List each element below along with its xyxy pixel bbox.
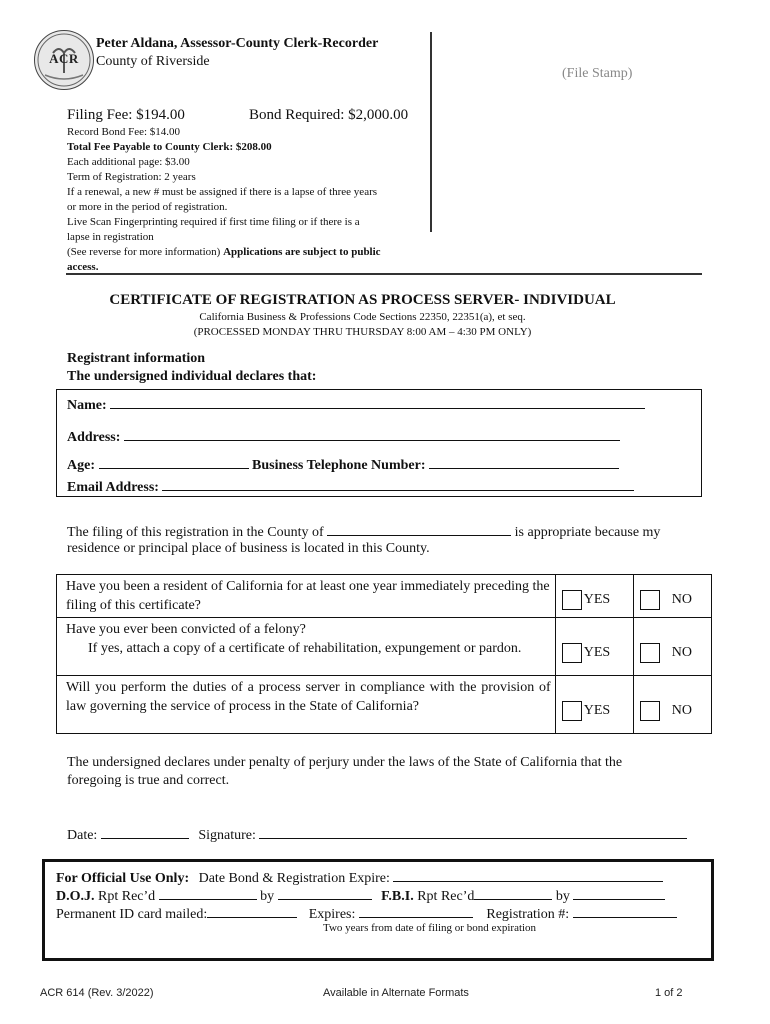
no-cell [633, 575, 711, 618]
see-reverse-text: (See reverse for more information) [67, 246, 224, 258]
expiration-note: Two years from date of filing or bond expiration [323, 922, 537, 934]
declaration-line2: foregoing is true and correct. [67, 773, 230, 788]
no-label: NO [671, 703, 693, 718]
bond-required: Bond Required: $2,000.00 [249, 107, 409, 123]
county-name: County of Riverside [96, 54, 210, 69]
registration-no-label: Registration #: [486, 907, 570, 922]
yes-cell [555, 575, 633, 618]
date-field[interactable] [101, 826, 189, 839]
public-access-note [67, 245, 429, 260]
total-fee: Total Fee Payable to County Clerk: $208.00 [67, 141, 272, 153]
no-label: NO [671, 592, 693, 607]
doj-by-label: by [260, 889, 275, 904]
registration-term: Term of Registration: 2 years [67, 171, 196, 183]
question-sub: If yes, attach a copy of a certificate of rehabilitation, expungement or pardon. [88, 641, 522, 656]
form-number: ACR 614 (Rev. 3/2022) [40, 987, 154, 999]
form-title: CERTIFICATE OF REGISTRATION AS PROCESS SERVER- INDIVIDUAL [109, 292, 616, 308]
doj-rpt-field[interactable] [159, 887, 257, 900]
public-access-bold-2: access. [67, 261, 99, 273]
fee-details [67, 125, 429, 275]
email-label: Email Address: [67, 480, 159, 495]
date-signature-row [67, 826, 687, 844]
declaration-line1: The undersigned declares under penalty of perjury under the laws of the State of California that the [67, 755, 623, 770]
no-cell [633, 676, 711, 734]
processing-hours: (PROCESSED MONDAY THRU THURSDAY 8:00 AM – 4:30 PM ONLY) [193, 326, 532, 338]
filing-fee: Filing Fee: $194.00 [67, 107, 185, 123]
alternate-formats: Available in Alternate Formats [323, 987, 469, 999]
address-row [67, 428, 620, 446]
county-statement-part1: The filing of this registration in the County of [67, 525, 324, 540]
additional-page-fee: Each additional page: $3.00 [67, 156, 190, 168]
question-text [57, 618, 556, 676]
public-access-bold: Applications are subject to public [223, 246, 381, 258]
email-field[interactable] [162, 478, 634, 491]
question-text: Have you been a resident of California for at least one year immediately preceding the filing of this certificate? [57, 575, 556, 618]
yes-checkbox[interactable] [562, 590, 582, 610]
email-row [67, 478, 634, 496]
page-number: 1 of 2 [655, 987, 683, 999]
yes-label: YES [583, 592, 611, 607]
declares-heading: The undersigned individual declares that: [67, 369, 317, 384]
phone-label: Business Telephone Number: [252, 458, 426, 473]
registration-no-field[interactable] [573, 905, 677, 918]
no-label: NO [671, 645, 693, 660]
no-checkbox[interactable] [640, 590, 660, 610]
livescan-note-1: Live Scan Fingerprinting required if first time filing or if there is a [67, 216, 360, 228]
question-row-compliance [57, 676, 712, 734]
county-seal-logo [34, 30, 94, 90]
header-divider [66, 273, 702, 275]
bond-expire-field[interactable] [393, 869, 663, 882]
bond-expire-label: Date Bond & Registration Expire: [198, 871, 390, 886]
county-statement-line1 [67, 523, 660, 541]
yes-label: YES [583, 645, 611, 660]
office-title: Peter Aldana, Assessor-County Clerk-Recorder [96, 36, 379, 51]
file-stamp-divider [430, 32, 432, 232]
official-row3 [56, 905, 677, 923]
no-checkbox[interactable] [640, 701, 660, 721]
expires-field[interactable] [359, 905, 473, 918]
age-field[interactable] [99, 456, 249, 469]
county-statement-part2: is appropriate because my [514, 525, 661, 540]
question-main: Have you ever been convicted of a felony? [66, 622, 306, 637]
question-text: Will you perform the duties of a process server in compliance with the provision of law governing the service of process in the State of California? [57, 676, 556, 734]
permanent-id-label: Permanent ID card mailed: [56, 907, 208, 922]
fbi-label: F.B.I. [381, 889, 414, 904]
fbi-rpt-field[interactable] [474, 887, 552, 900]
question-row-felony [57, 618, 712, 676]
official-row2 [56, 887, 665, 905]
county-field[interactable] [327, 523, 511, 536]
registrant-heading: Registrant information [67, 351, 206, 366]
question-row-residency [57, 575, 712, 618]
record-bond-fee: Record Bond Fee: $14.00 [67, 126, 181, 138]
no-checkbox[interactable] [640, 643, 660, 663]
name-label: Name: [67, 398, 107, 413]
yes-label: YES [583, 703, 611, 718]
renewal-note-1: If a renewal, a new # must be assigned if there is a lapse of three years [67, 186, 378, 198]
yes-checkbox[interactable] [562, 701, 582, 721]
no-cell [633, 618, 711, 676]
doj-by-field[interactable] [278, 887, 372, 900]
signature-label: Signature: [198, 828, 256, 843]
date-label: Date: [67, 828, 98, 843]
doj-rpt-label: Rpt Rec’d [98, 889, 156, 904]
phone-field[interactable] [429, 456, 619, 469]
seal-lettering: ACR [49, 51, 79, 66]
name-row [67, 396, 645, 414]
address-label: Address: [67, 430, 121, 445]
questions-table [56, 574, 712, 734]
fbi-rpt-label: Rpt Rec’d [417, 889, 475, 904]
signature-field[interactable] [259, 826, 687, 839]
name-field[interactable] [110, 396, 645, 409]
fbi-by-field[interactable] [573, 887, 665, 900]
official-row1 [56, 869, 663, 887]
yes-checkbox[interactable] [562, 643, 582, 663]
file-stamp-label: (File Stamp) [562, 66, 633, 81]
code-sections: California Business & Professions Code Sections 22350, 22351(a), et seq. [199, 311, 526, 323]
yes-cell [555, 618, 633, 676]
address-field[interactable] [124, 428, 620, 441]
age-phone-row [67, 456, 619, 474]
yes-cell [555, 676, 633, 734]
permanent-id-field[interactable] [207, 905, 297, 918]
fbi-by-label: by [555, 889, 570, 904]
age-label: Age: [67, 458, 95, 473]
livescan-note-2: lapse in registration [67, 231, 154, 243]
official-heading: For Official Use Only: [56, 871, 190, 886]
county-statement-line2: residence or principal place of business is located in this County. [67, 541, 430, 556]
doj-label: D.O.J. [56, 889, 95, 904]
expires-label: Expires: [308, 907, 356, 922]
renewal-note-2: or more in the period of registration. [67, 201, 228, 213]
